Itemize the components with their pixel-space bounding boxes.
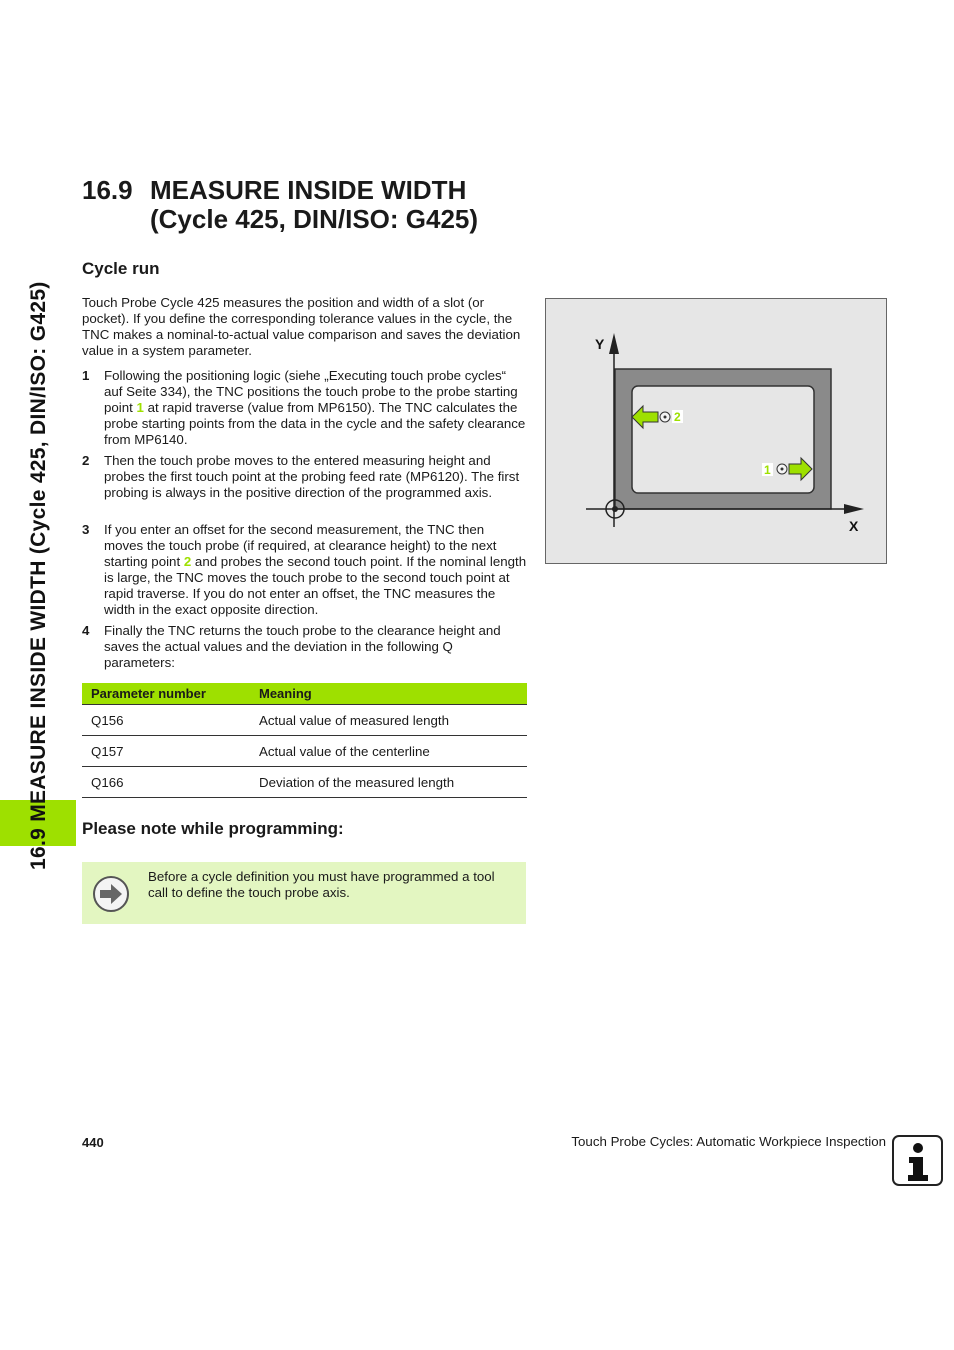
point-1-label: 1	[764, 463, 771, 477]
step-item: 1 Following the positioning logic (siehe „Executing touch probe cycles“ auf Seite 334), the TNC positions the touch probe to the probe starting point 1 at rapid traverse (value from MP6150). The TNC calculates the probe starting points from the data in the cycle and the safety clearance from MP6140.	[82, 368, 526, 448]
q-parameter-table	[82, 683, 527, 798]
table-cell: Actual value of measured length	[250, 705, 527, 736]
table-cell: Actual value of the centerline	[250, 736, 527, 767]
section-title-cycle-run: Cycle run	[82, 259, 160, 278]
table-cell: Q156	[82, 705, 250, 736]
table-cell: Q166	[82, 767, 250, 798]
point-2-label: 2	[674, 410, 681, 424]
step-item: 3 If you enter an offset for the second measurement, the TNC then moves the touch probe (if required, at clearance height) to the next starting point 2 and probes the second touch point. If the nominal length is large, the TNC moves the touch probe to the second touch point at rapid traverse. If you do not enter an offset, the TNC measures the width in the exact opposite direction.	[82, 522, 527, 618]
section-title-notes: Please note while programming:	[82, 819, 344, 838]
table-header-cell: Parameter number	[82, 683, 250, 705]
note-text: Before a cycle definition you must have programmed a tool call to define the touch probe axis.	[148, 869, 495, 901]
diagram-figure	[545, 298, 887, 564]
table-header-row	[82, 683, 527, 705]
table-header-cell: Meaning	[250, 683, 527, 705]
measure-width-diagram	[546, 299, 886, 563]
table-cell: Q157	[82, 736, 250, 767]
table-row	[82, 736, 527, 767]
axis-x-label: X	[849, 518, 859, 534]
footer-chapter-title: Touch Probe Cycles: Automatic Workpiece Inspection	[571, 1134, 886, 1149]
note-box	[82, 862, 526, 924]
table-cell: Deviation of the measured length	[250, 767, 527, 798]
intro-paragraph: Touch Probe Cycle 425 measures the position and width of a slot (or pocket). If you define the corresponding tolerance values in the cycle, the TNC makes a nominal-to-actual value comparison and saves the deviation value in a system parameter.	[82, 295, 521, 359]
step-item: 2 Then the touch probe moves to the entered measuring height and probes the first touch point at the probing feed rate (MP6120). The first probing is always in the positive direction of the programmed axis.	[82, 453, 520, 501]
arrow-right-icon	[92, 875, 130, 913]
axis-y-label: Y	[595, 336, 605, 352]
table-row	[82, 767, 527, 798]
table-row	[82, 705, 527, 736]
page-title: 16.9 MEASURE INSIDE WIDTH (Cycle 425, DIN/ISO: G425)	[82, 175, 479, 234]
info-icon	[892, 1135, 943, 1186]
page-number: 440	[82, 1135, 104, 1150]
step-item: 4 Finally the TNC returns the touch probe to the clearance height and saves the actual values and the deviation in the following Q parameters:	[82, 623, 501, 671]
